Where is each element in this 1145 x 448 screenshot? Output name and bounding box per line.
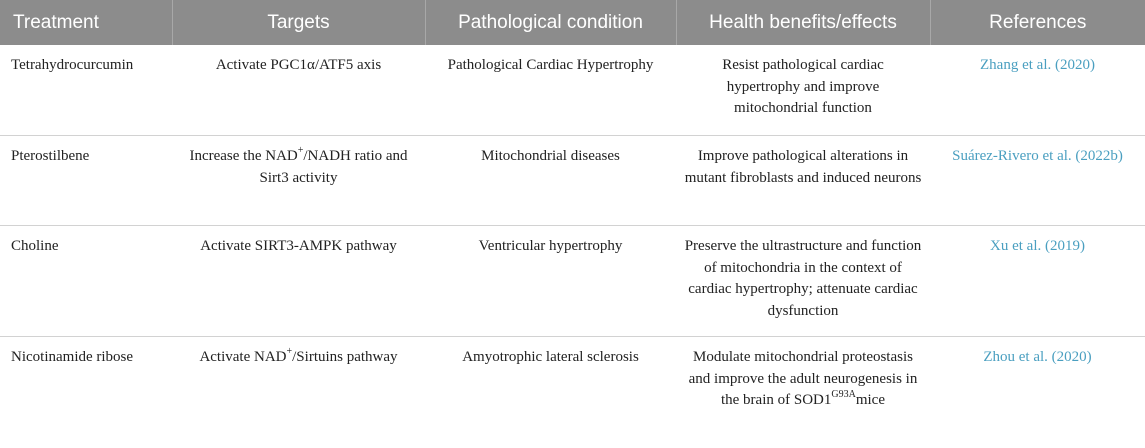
cell-effects xyxy=(676,337,930,438)
cell-treatment: Pterostilbene xyxy=(0,136,172,226)
cell-condition: Amyotrophic lateral sclerosis xyxy=(462,349,639,365)
superscript: G93A xyxy=(831,389,856,400)
table-row xyxy=(0,337,1145,438)
targets-text: /NADH ratio and Sirt3 activity xyxy=(259,148,408,186)
header-health-benefits: Health benefits/effects xyxy=(676,0,930,45)
cell-targets: Activate PGC1α/ATF5 axis xyxy=(172,45,425,136)
cell-targets xyxy=(172,337,425,438)
header-pathological-condition: Pathological condition xyxy=(425,0,676,45)
cell-effects: Preserve the ultrastructure and function of mitochondria in the context of cardiac hypertrophy; attenuate cardiac dysfunction xyxy=(676,226,930,337)
cell-effects: Improve pathological alterations in mutant fibroblasts and induced neurons xyxy=(676,136,930,226)
targets-text: /Sirtuins pathway xyxy=(292,349,398,365)
cell-targets: Activate SIRT3-AMPK pathway xyxy=(172,226,425,337)
cell-condition: Ventricular hypertrophy xyxy=(425,226,676,337)
cell-effects: Resist pathological cardiac hypertrophy and improve mitochondrial function xyxy=(676,45,930,136)
reference-link[interactable]: Zhou et al. (2020) xyxy=(983,349,1092,365)
cell-targets xyxy=(172,136,425,226)
cell-treatment: Tetrahydrocurcumin xyxy=(0,45,172,136)
cell-treatment: Nicotinamide ribose xyxy=(11,349,134,365)
superscript: + xyxy=(297,145,304,156)
targets-text: Increase the NAD xyxy=(189,148,298,164)
cell-treatment: Choline xyxy=(0,226,172,337)
targets-text: Activate NAD xyxy=(199,349,287,365)
table-row xyxy=(0,136,1145,226)
effects-text: mice xyxy=(855,392,885,408)
header-references: References xyxy=(930,0,1145,45)
cell-condition: Mitochondrial diseases xyxy=(425,136,676,226)
reference-link[interactable]: Zhang et al. (2020) xyxy=(930,45,1145,136)
reference-link[interactable]: Xu et al. (2019) xyxy=(930,226,1145,337)
header-row xyxy=(0,0,1145,45)
cell-condition: Pathological Cardiac Hypertrophy xyxy=(425,45,676,136)
reference-link[interactable]: Suárez-Rivero et al. (2022b) xyxy=(930,136,1145,226)
superscript: + xyxy=(286,346,293,357)
table-row xyxy=(0,45,1145,136)
effects-text: Modulate mitochondrial proteostasis and improve the adult neurogenesis in the brain of SOD1 xyxy=(688,349,918,408)
table-row xyxy=(0,226,1145,337)
header-treatment: Treatment xyxy=(0,0,172,45)
header-targets: Targets xyxy=(172,0,425,45)
